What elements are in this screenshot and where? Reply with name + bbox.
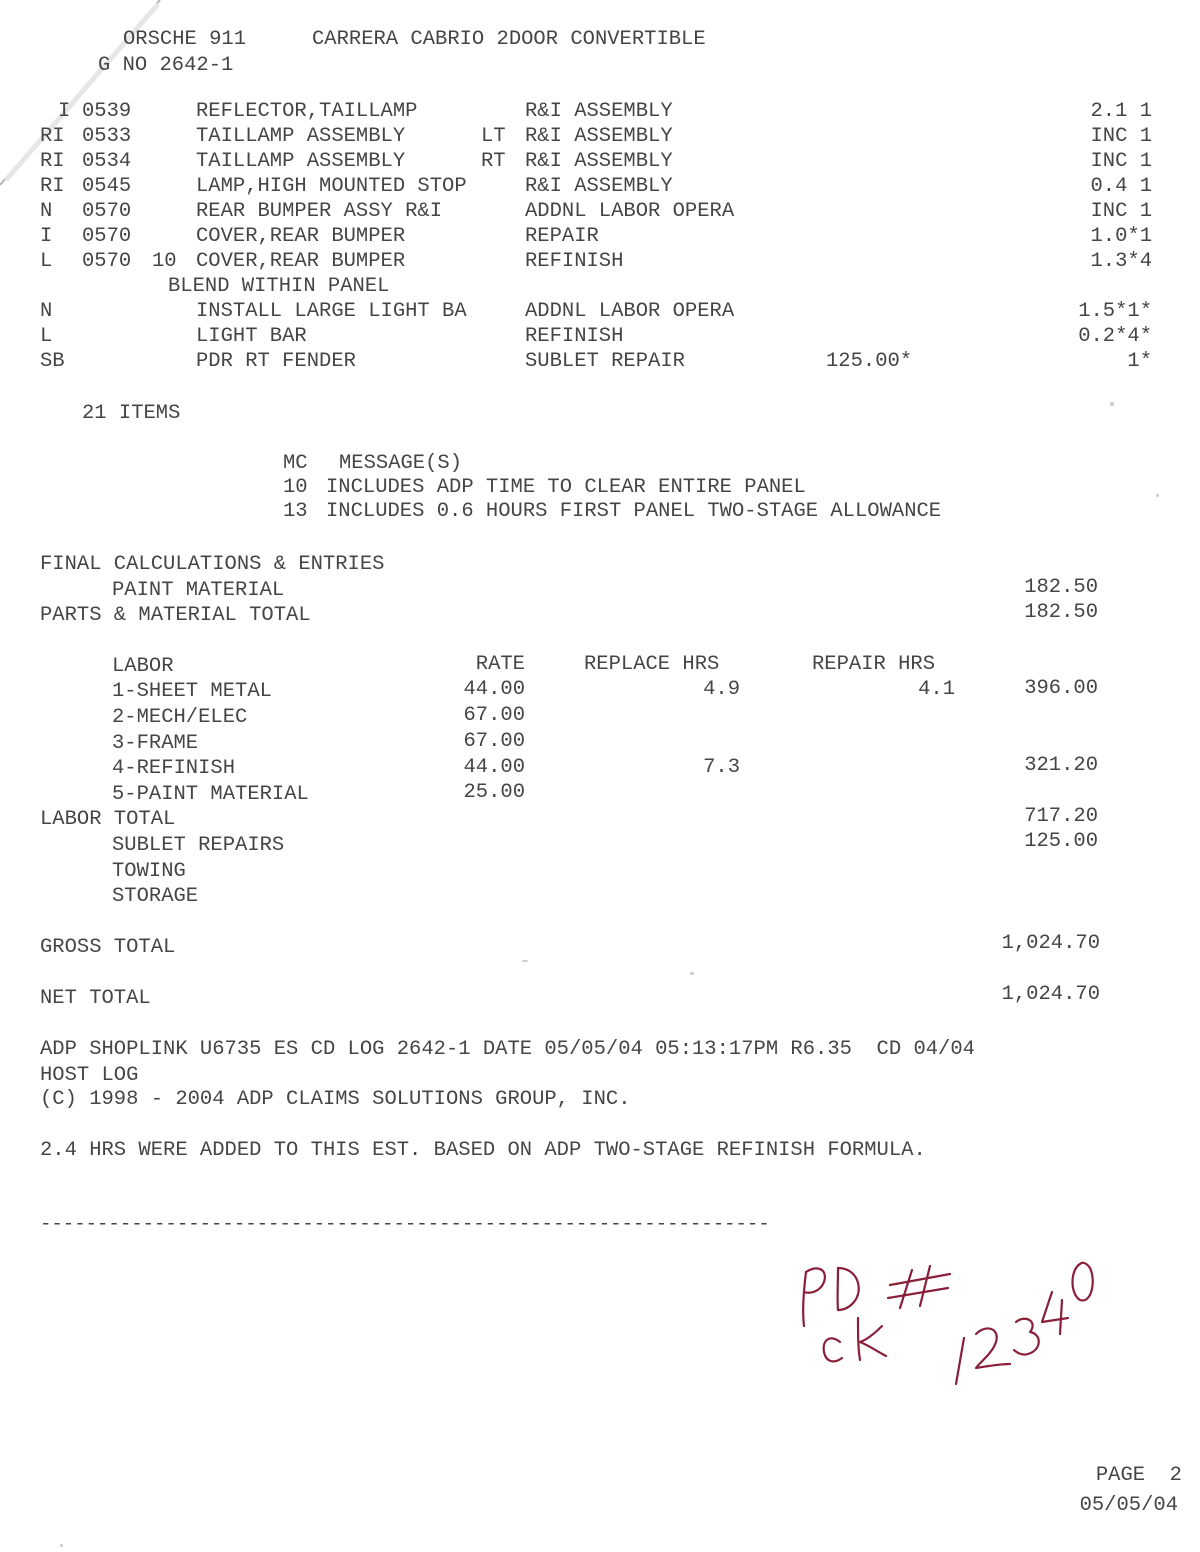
labor-row-repair: 4.1 xyxy=(918,678,955,701)
line-item-op-code: RI xyxy=(40,175,65,198)
line-item-hours: 0.4 1 xyxy=(1090,175,1152,198)
parts-total-value: 182.50 xyxy=(1024,601,1098,624)
line-item-ref: 10 xyxy=(152,250,177,273)
scan-speck xyxy=(690,972,694,975)
line-item-part: TAILLAMP ASSEMBLY xyxy=(196,125,406,148)
scan-speck xyxy=(522,960,528,962)
line-item-part: LIGHT BAR xyxy=(196,325,307,348)
line-item-hours: 1.5*1* xyxy=(1078,300,1152,323)
labor-row-replace: 4.9 xyxy=(703,678,740,701)
line-item-operation: REFINISH xyxy=(525,325,624,348)
line-item-operation: SUBLET REPAIR xyxy=(525,350,685,373)
labor-header: LABOR xyxy=(112,655,174,678)
labor-row-total: 396.00 xyxy=(1024,677,1098,700)
line-item-number: 0545 xyxy=(82,175,132,198)
line-item-part: INSTALL LARGE LIGHT BA xyxy=(196,300,467,323)
labor-total-value: 717.20 xyxy=(1024,805,1098,828)
line-item-side: LT xyxy=(481,125,506,148)
line-item-op-code: L xyxy=(40,325,53,348)
message-text: INCLUDES 0.6 HOURS FIRST PANEL TWO-STAGE ALLOWANCE xyxy=(326,500,942,523)
towing-label: TOWING xyxy=(112,860,186,883)
line-item-number: 0570 xyxy=(82,250,132,273)
line-item-op-code: N xyxy=(40,300,53,323)
log-number: G NO 2642-1 xyxy=(98,54,234,77)
labor-total-label: LABOR TOTAL xyxy=(40,808,176,831)
copyright: (C) 1998 - 2004 ADP CLAIMS SOLUTIONS GROUP, INC. xyxy=(40,1088,631,1111)
page-number: PAGE 2 xyxy=(1095,1464,1182,1487)
labor-row-rate: 67.00 xyxy=(463,704,525,727)
message-text: INCLUDES ADP TIME TO CLEAR ENTIRE PANEL xyxy=(326,476,806,499)
line-item-hours: INC 1 xyxy=(1090,125,1152,148)
line-item-number: 0570 xyxy=(82,225,132,248)
line-item-operation: REPAIR xyxy=(525,225,599,248)
labor-row-rate: 44.00 xyxy=(463,756,525,779)
line-item-operation: R&I ASSEMBLY xyxy=(525,175,673,198)
labor-row-rate: 25.00 xyxy=(463,781,525,804)
gross-total-label: GROSS TOTAL xyxy=(40,936,176,959)
sublet-repairs-label: SUBLET REPAIRS xyxy=(112,834,285,857)
line-item-number: 0534 xyxy=(82,150,132,173)
message-code: 10 xyxy=(283,476,308,499)
line-item-op-code: SB xyxy=(40,350,65,373)
parts-total-label: PARTS & MATERIAL TOTAL xyxy=(40,604,311,627)
line-item-side: RT xyxy=(481,150,506,173)
net-total-label: NET TOTAL xyxy=(40,987,151,1010)
line-item-op-code: N xyxy=(40,200,53,223)
labor-row-replace: 7.3 xyxy=(703,756,740,779)
line-item-operation: ADDNL LABOR OPERA xyxy=(525,300,735,323)
labor-row-label: 5-PAINT MATERIAL xyxy=(112,783,309,806)
refinish-note: 2.4 HRS WERE ADDED TO THIS EST. BASED ON ADP TWO-STAGE REFINISH FORMULA. xyxy=(40,1139,926,1162)
line-item-op-code: RI xyxy=(40,125,65,148)
line-item-op-code: I xyxy=(40,225,53,248)
line-item-op-code: I xyxy=(58,100,71,123)
line-item-part: COVER,REAR BUMPER xyxy=(196,250,406,273)
labor-row-label: 3-FRAME xyxy=(112,732,199,755)
labor-row-label: 1-SHEET METAL xyxy=(112,680,272,703)
message-code: 13 xyxy=(283,500,308,523)
gross-total-value: 1,024.70 xyxy=(1001,932,1100,955)
line-item-amount: 125.00* xyxy=(826,350,913,373)
line-item-hours: INC 1 xyxy=(1090,200,1152,223)
line-item-hours: 1.3*4 xyxy=(1090,250,1152,273)
line-item-hours: 1* xyxy=(1127,350,1152,373)
line-item-number: 0533 xyxy=(82,125,132,148)
line-item-part: REFLECTOR,TAILLAMP xyxy=(196,100,418,123)
items-count: 21 ITEMS xyxy=(82,402,181,425)
final-calculations-title: FINAL CALCULATIONS & ENTRIES xyxy=(40,553,385,576)
replace-hrs-header: REPLACE HRS xyxy=(584,653,720,676)
rate-header: RATE xyxy=(475,653,525,676)
vehicle-description: CARRERA CABRIO 2DOOR CONVERTIBLE xyxy=(312,28,706,51)
divider-line: ---------------------------------------------------------------- xyxy=(40,1213,770,1235)
line-item-op-code: L xyxy=(40,250,53,273)
line-item-number: 0570 xyxy=(82,200,132,223)
line-item-operation: R&I ASSEMBLY xyxy=(525,125,673,148)
line-item-hours: 1.0*1 xyxy=(1090,225,1152,248)
line-item-number: 0539 xyxy=(82,100,132,123)
scan-speck xyxy=(60,1544,63,1547)
line-item-part: REAR BUMPER ASSY R&I xyxy=(196,200,443,223)
messages-code-header: MC xyxy=(283,452,308,475)
labor-row-rate: 44.00 xyxy=(463,678,525,701)
repair-hrs-header: REPAIR HRS xyxy=(812,653,936,676)
line-item-part: PDR RT FENDER xyxy=(196,350,356,373)
net-total-value: 1,024.70 xyxy=(1001,983,1100,1006)
line-item-part: TAILLAMP ASSEMBLY xyxy=(196,150,406,173)
line-item-hours: 0.2*4* xyxy=(1078,325,1152,348)
line-item-hours: INC 1 xyxy=(1090,150,1152,173)
line-item-part: LAMP,HIGH MOUNTED STOP xyxy=(196,175,467,198)
page-date: 05/05/04 xyxy=(1079,1494,1178,1517)
paint-material-label: PAINT MATERIAL xyxy=(112,579,285,602)
line-item-operation: ADDNL LABOR OPERA xyxy=(525,200,735,223)
line-item-op-code: RI xyxy=(40,150,65,173)
line-item-operation: R&I ASSEMBLY xyxy=(525,100,673,123)
scan-speck xyxy=(1110,402,1114,406)
line-item-hours: 2.1 1 xyxy=(1090,100,1152,123)
line-item-part: COVER,REAR BUMPER xyxy=(196,225,406,248)
scan-speck xyxy=(1156,494,1159,497)
paint-material-value: 182.50 xyxy=(1024,576,1098,599)
sublet-repairs-value: 125.00 xyxy=(1024,830,1098,853)
line-item-operation: REFINISH xyxy=(525,250,624,273)
labor-row-label: 4-REFINISH xyxy=(112,757,236,780)
line-item-part: BLEND WITHIN PANEL xyxy=(168,275,390,298)
vehicle-model: ORSCHE 911 xyxy=(123,28,247,51)
labor-row-total: 321.20 xyxy=(1024,754,1098,777)
labor-row-rate: 67.00 xyxy=(463,730,525,753)
messages-header: MESSAGE(S) xyxy=(339,452,463,475)
host-log: HOST LOG xyxy=(40,1064,139,1087)
shoplink-line: ADP SHOPLINK U6735 ES CD LOG 2642-1 DATE 05/05/04 05:13:17PM R6.35 CD 04/04 xyxy=(40,1038,975,1061)
labor-row-label: 2-MECH/ELEC xyxy=(112,706,248,729)
handwritten-check-note xyxy=(780,1230,1120,1410)
line-item-operation: R&I ASSEMBLY xyxy=(525,150,673,173)
storage-label: STORAGE xyxy=(112,885,199,908)
